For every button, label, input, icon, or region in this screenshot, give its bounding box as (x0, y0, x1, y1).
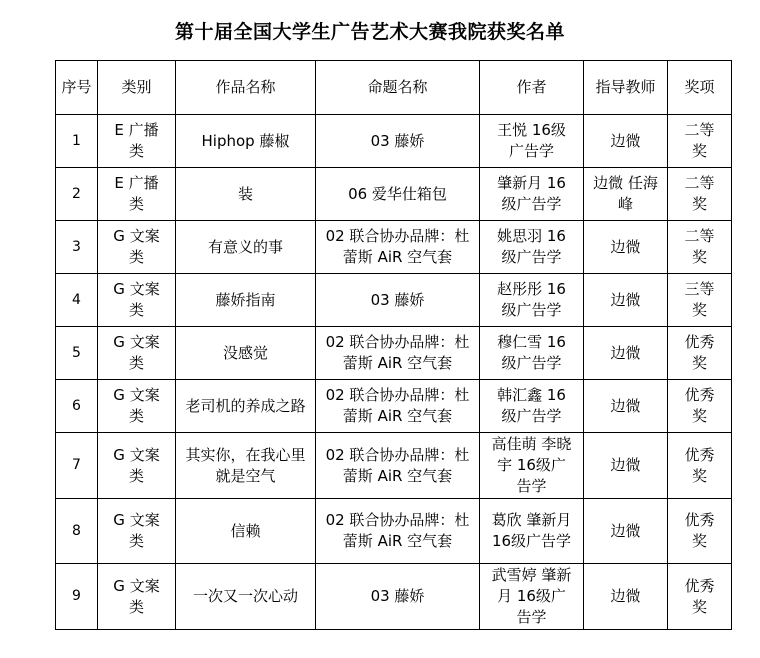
cell-topic: 02 联合协办品牌：杜蕾斯 AiR 空气套 (316, 499, 480, 564)
cell-author: 王悦 16级广告学 (480, 115, 584, 168)
cell-index: 2 (56, 168, 98, 221)
cell-work: 其实你，在我心里就是空气 (176, 433, 316, 499)
header-advisor: 指导教师 (584, 61, 668, 115)
cell-advisor: 边微 (584, 380, 668, 433)
cell-index: 3 (56, 221, 98, 274)
cell-work: 装 (176, 168, 316, 221)
cell-advisor: 边微 (584, 499, 668, 564)
table-row (56, 564, 732, 630)
cell-index: 4 (56, 274, 98, 327)
cell-prize: 二等奖 (668, 168, 732, 221)
cell-topic: 03 藤娇 (316, 274, 480, 327)
cell-advisor: 边微 (584, 115, 668, 168)
cell-advisor: 边微 任海峰 (584, 168, 668, 221)
cell-category: G 文案类 (98, 221, 176, 274)
cell-topic: 03 藤娇 (316, 564, 480, 630)
table-row (56, 499, 732, 564)
cell-author: 葛欣 肇新月 16级广告学 (480, 499, 584, 564)
table-row (56, 221, 732, 274)
cell-author: 武雪婷 肇新月 16级广告学 (480, 564, 584, 630)
cell-prize: 优秀奖 (668, 433, 732, 499)
header-prize: 奖项 (668, 61, 732, 115)
table-row (56, 115, 732, 168)
cell-work: 有意义的事 (176, 221, 316, 274)
cell-work: 信赖 (176, 499, 316, 564)
cell-category: E 广播类 (98, 115, 176, 168)
cell-advisor: 边微 (584, 327, 668, 380)
cell-advisor: 边微 (584, 433, 668, 499)
cell-topic: 03 藤娇 (316, 115, 480, 168)
header-work: 作品名称 (176, 61, 316, 115)
cell-author: 穆仁雪 16级广告学 (480, 327, 584, 380)
cell-work: Hiphop 藤椒 (176, 115, 316, 168)
cell-category: G 文案类 (98, 499, 176, 564)
table-row (56, 168, 732, 221)
header-index: 序号 (56, 61, 98, 115)
table-row (56, 380, 732, 433)
cell-prize: 优秀奖 (668, 499, 732, 564)
cell-author: 高佳萌 李晓宇 16级广告学 (480, 433, 584, 499)
cell-topic: 02 联合协办品牌：杜蕾斯 AiR 空气套 (316, 380, 480, 433)
cell-work: 一次又一次心动 (176, 564, 316, 630)
cell-prize: 优秀奖 (668, 327, 732, 380)
cell-index: 5 (56, 327, 98, 380)
cell-topic: 06 爱华仕箱包 (316, 168, 480, 221)
cell-prize: 二等奖 (668, 115, 732, 168)
table-row (56, 274, 732, 327)
cell-index: 9 (56, 564, 98, 630)
cell-prize: 优秀奖 (668, 564, 732, 630)
cell-category: G 文案类 (98, 564, 176, 630)
cell-work: 没感觉 (176, 327, 316, 380)
cell-advisor: 边微 (584, 221, 668, 274)
cell-work: 老司机的养成之路 (176, 380, 316, 433)
header-topic: 命题名称 (316, 61, 480, 115)
cell-category: G 文案类 (98, 274, 176, 327)
cell-topic: 02 联合协办品牌：杜蕾斯 AiR 空气套 (316, 433, 480, 499)
cell-prize: 三等奖 (668, 274, 732, 327)
cell-topic: 02 联合协办品牌：杜蕾斯 AiR 空气套 (316, 327, 480, 380)
cell-author: 韩汇鑫 16级广告学 (480, 380, 584, 433)
table-row (56, 433, 732, 499)
cell-advisor: 边微 (584, 564, 668, 630)
cell-author: 赵彤彤 16级广告学 (480, 274, 584, 327)
table-header-row (56, 61, 732, 115)
cell-advisor: 边微 (584, 274, 668, 327)
cell-index: 7 (56, 433, 98, 499)
cell-category: G 文案类 (98, 380, 176, 433)
cell-category: E 广播类 (98, 168, 176, 221)
cell-prize: 二等奖 (668, 221, 732, 274)
header-author: 作者 (480, 61, 584, 115)
award-table (55, 60, 732, 630)
cell-category: G 文案类 (98, 327, 176, 380)
cell-author: 姚思羽 16级广告学 (480, 221, 584, 274)
cell-index: 6 (56, 380, 98, 433)
cell-author: 肇新月 16级广告学 (480, 168, 584, 221)
page-title: 第十届全国大学生广告艺术大赛我院获奖名单 (174, 21, 565, 43)
header-category: 类别 (98, 61, 176, 115)
cell-category: G 文案类 (98, 433, 176, 499)
cell-index: 8 (56, 499, 98, 564)
cell-work: 藤娇指南 (176, 274, 316, 327)
cell-topic: 02 联合协办品牌：杜蕾斯 AiR 空气套 (316, 221, 480, 274)
table-row (56, 327, 732, 380)
cell-prize: 优秀奖 (668, 380, 732, 433)
cell-index: 1 (56, 115, 98, 168)
